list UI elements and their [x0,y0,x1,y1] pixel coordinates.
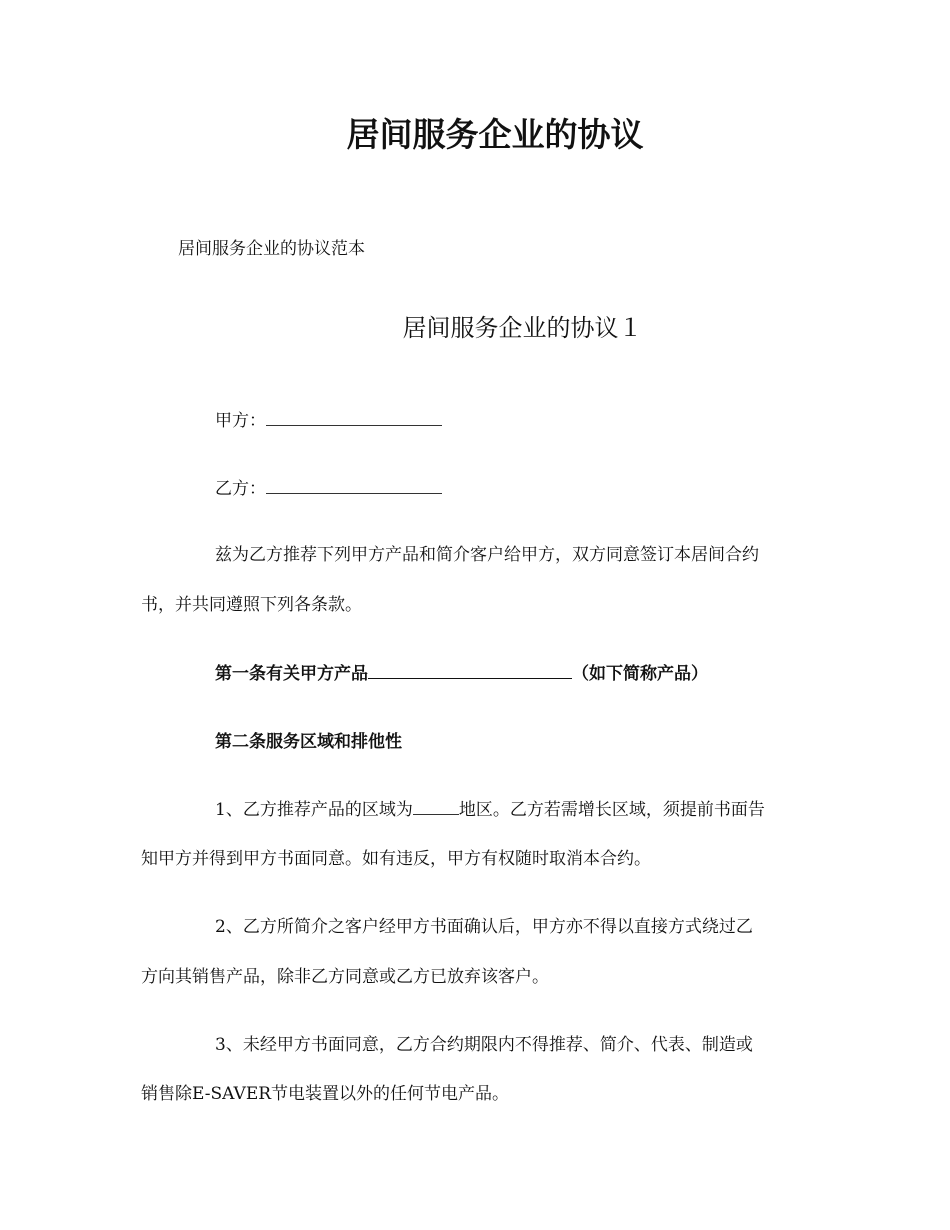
preamble-line-2: 书，并共同遵照下列各条款。 [141,595,362,615]
document-title: 居间服务企业的协议 [346,115,644,154]
party-a-blank [266,408,442,426]
clause-1-line-1 [215,797,765,822]
party-b-line [215,476,442,501]
clause-1-line-2: 知甲方并得到甲方书面同意。如有违反，甲方有权随时取消本合约。 [141,849,651,869]
clause-1-suffix: 地区。乙方若需增长区域，须提前书面告 [458,800,765,820]
article-1-line [215,661,708,686]
party-b-label: 乙方： [215,479,266,499]
clause-3-line-1: 3、未经甲方书面同意，乙方合约期限内不得推荐、简介、代表、制造或 [215,1035,753,1055]
article-1-suffix: （如下简称产品） [572,664,708,684]
article-2-heading: 第二条服务区域和排他性 [215,732,402,752]
agreement-subtitle: 居间服务企业的协议１ [402,314,643,342]
party-a-line [215,408,442,433]
region-blank [413,797,459,815]
intro-text: 居间服务企业的协议范本 [178,239,365,259]
clause-1-prefix: 1、乙方推荐产品的区域为 [215,800,413,820]
clause-2-line-2: 方向其销售产品，除非乙方同意或乙方已放弃该客户。 [141,967,549,987]
clause-3-line-2: 销售除E-SAVER节电装置以外的任何节电产品。 [141,1084,510,1104]
preamble-line-1: 兹为乙方推荐下列甲方产品和简介客户给甲方，双方同意签订本居间合约 [215,545,759,565]
party-b-blank [266,476,442,494]
article-1-prefix: 第一条有关甲方产品 [215,664,368,684]
party-a-label: 甲方： [215,411,266,431]
clause-2-line-1: 2、乙方所简介之客户经甲方书面确认后，甲方亦不得以直接方式绕过乙 [215,917,753,937]
article-1-product-blank [368,661,572,679]
